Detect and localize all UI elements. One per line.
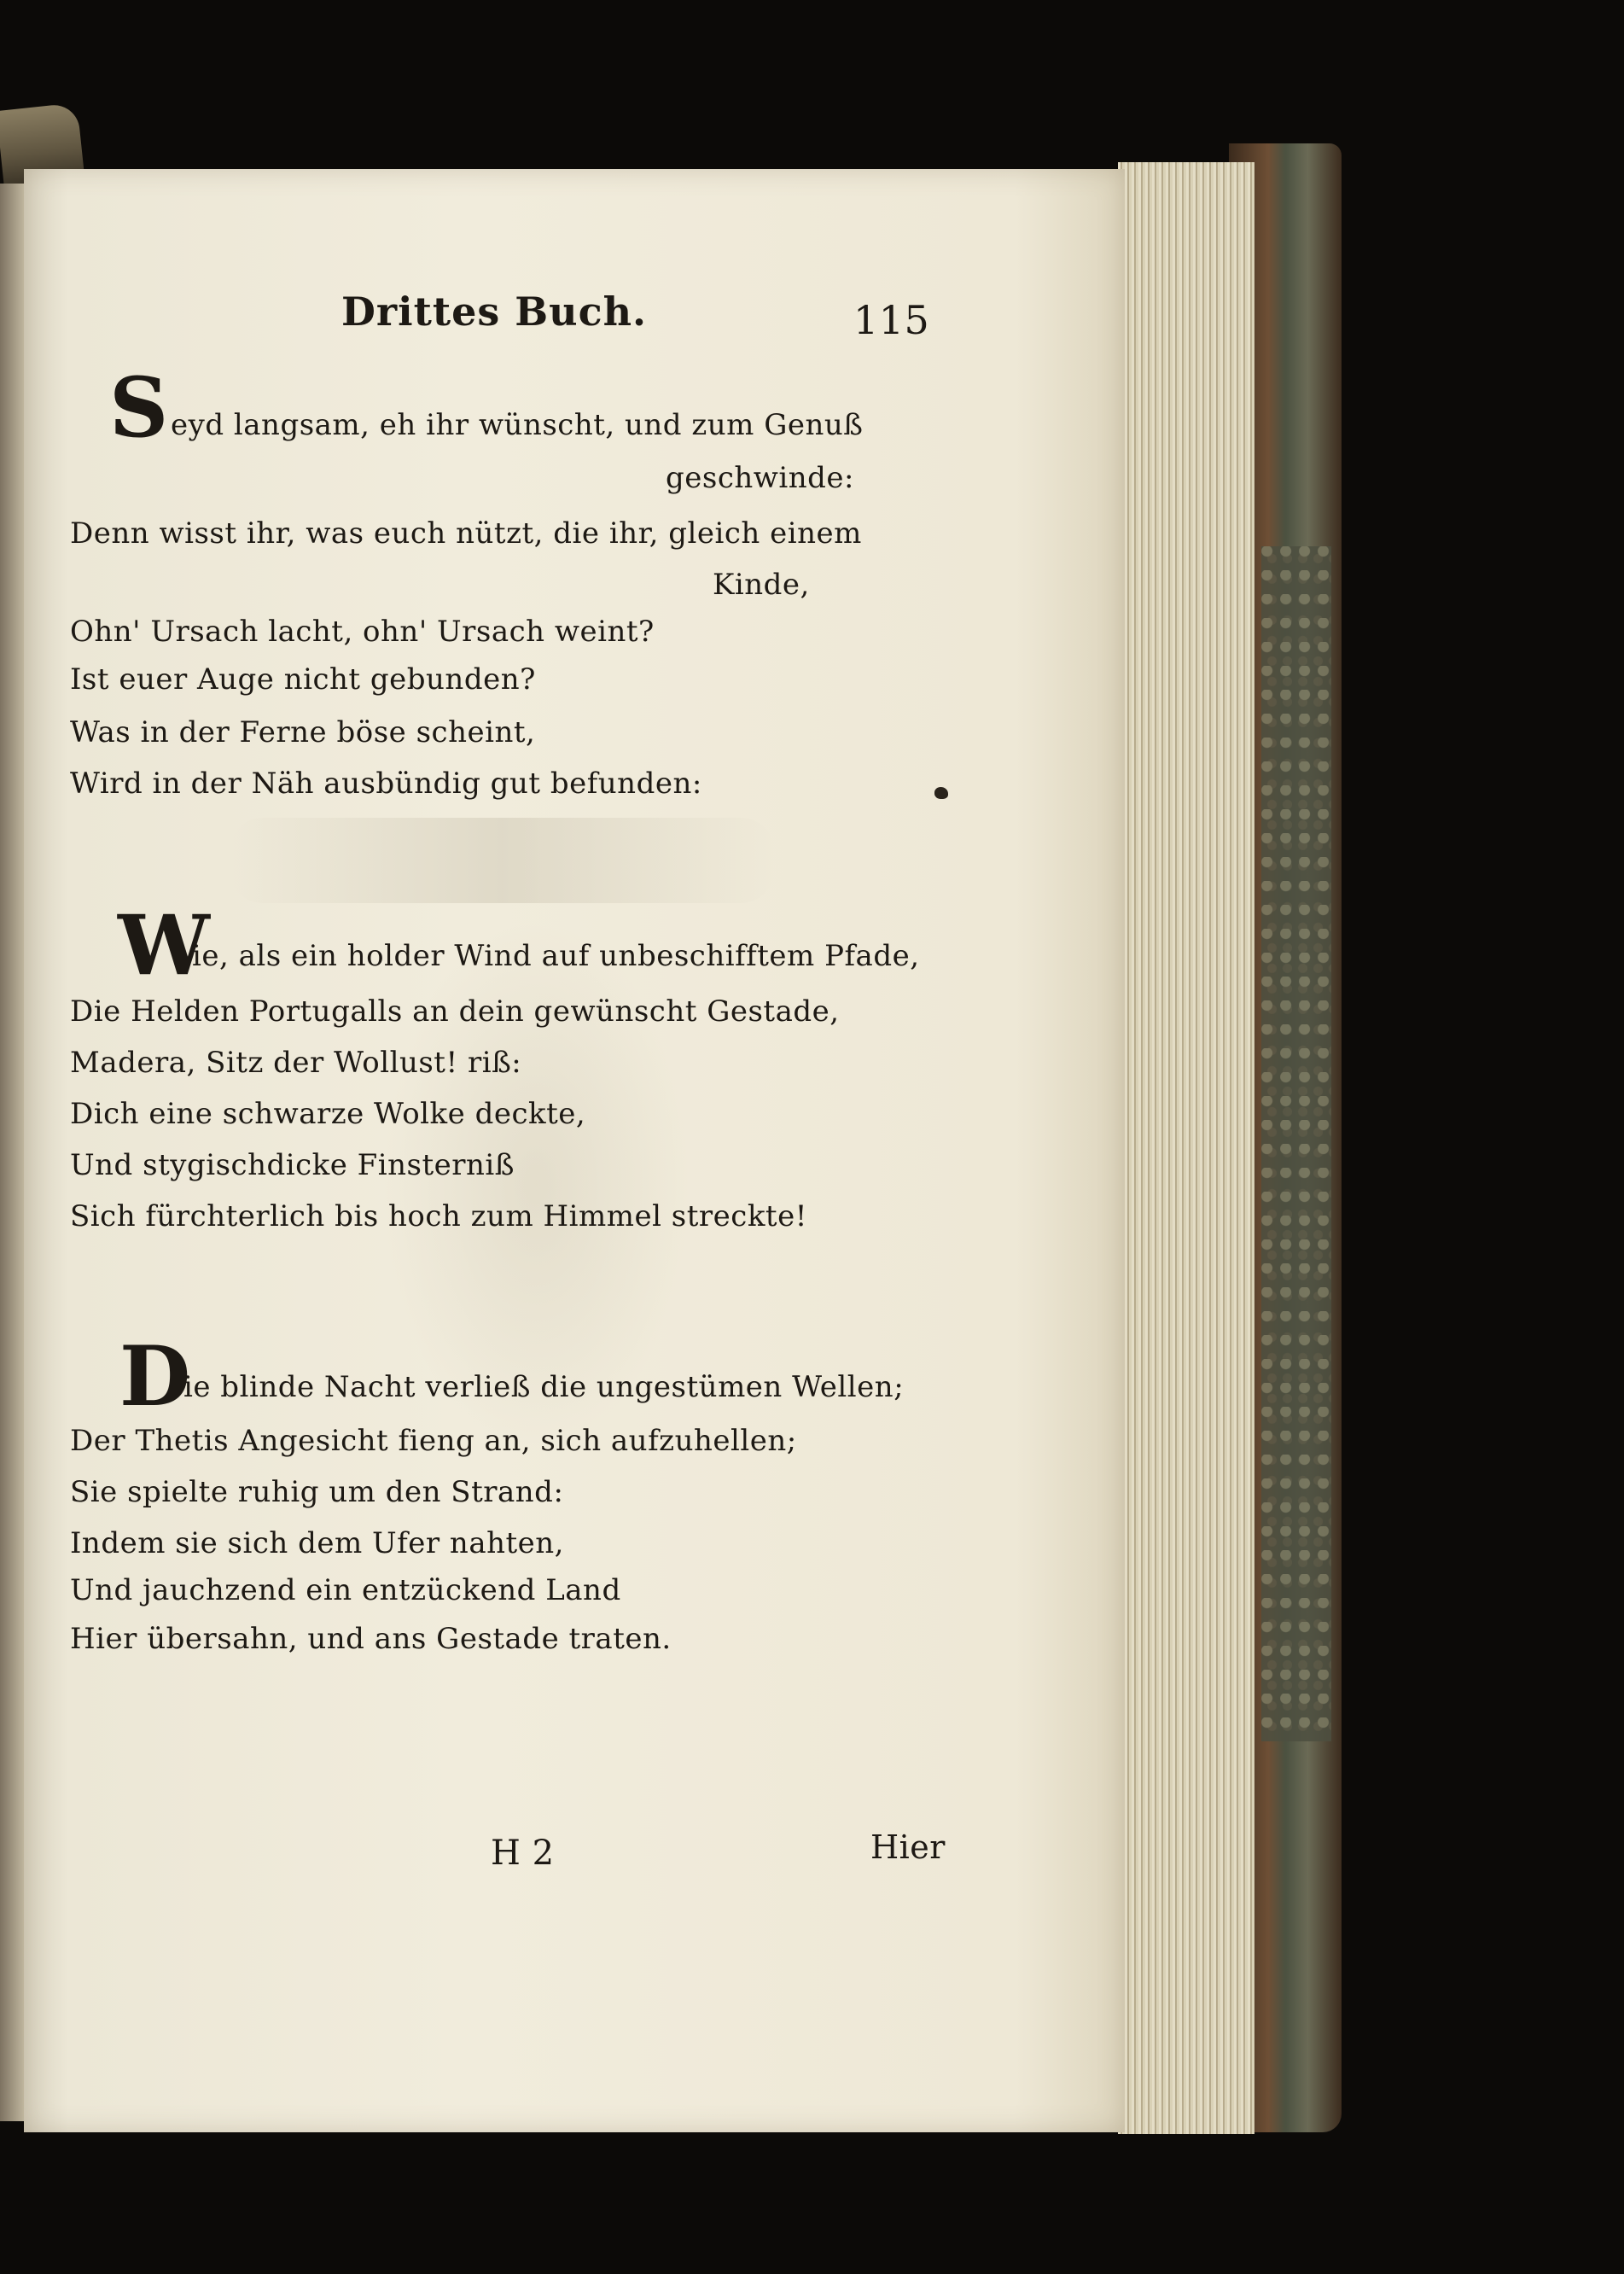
catchword: Hier — [870, 1828, 946, 1866]
marbled-cover — [1261, 546, 1331, 1741]
stanza1-line-2: geschwinde: — [666, 461, 854, 495]
stanza2-line-4: Dich eine schwarze Wolke deckte, — [70, 1097, 586, 1131]
stanza1-line-1: eyd langsam, eh ihr wünscht, und zum Genuß — [171, 408, 864, 442]
running-head-title: Drittes Buch. — [341, 289, 648, 335]
page-edges — [1118, 162, 1254, 2134]
stanza2-line-2: Die Helden Portugalls an dein gewünscht Gestade, — [70, 994, 840, 1029]
stanza2-line-6: Sich fürchterlich bis hoch zum Himmel streckte! — [70, 1199, 807, 1233]
ink-blot — [934, 787, 948, 799]
stanza1-line-7: Was in der Ferne böse scheint, — [70, 715, 536, 749]
stanza1-line-5: Ohn' Ursach lacht, ohn' Ursach weint? — [70, 615, 655, 649]
stanza1-line-8: Wird in der Näh ausbündig gut befunden: — [70, 767, 702, 801]
drop-cap-d: D — [119, 1328, 191, 1425]
stanza2-line-1: ie, als ein holder Wind auf unbeschifftem Pfade, — [192, 939, 920, 973]
stanza1-line-6: Ist euer Auge nicht gebunden? — [70, 662, 536, 697]
page-number: 115 — [853, 297, 930, 343]
stanza3-line-2: Der Thetis Angesicht fieng an, sich aufzuhellen; — [70, 1424, 797, 1458]
stanza3-line-3: Sie spielte ruhig um den Strand: — [70, 1475, 564, 1509]
stanza1-line-4: Kinde, — [713, 568, 810, 602]
stanza2-line-5: Und stygischdicke Finsterniß — [70, 1148, 515, 1182]
stanza3-line-4: Indem sie sich dem Ufer nahten, — [70, 1526, 564, 1560]
stanza3-line-1: ie blinde Nacht verließ die ungestümen Wellen; — [183, 1370, 905, 1404]
stanza2-line-3: Madera, Sitz der Wollust! riß: — [70, 1046, 522, 1080]
drop-cap-w: W — [118, 897, 210, 994]
stanza1-line-3: Denn wisst ihr, was euch nützt, die ihr, gleich einem — [70, 516, 862, 551]
drop-cap-s: S — [109, 359, 169, 456]
stanza3-line-6: Hier übersahn, und ans Gestade traten. — [70, 1622, 672, 1656]
signature-mark: H 2 — [491, 1834, 555, 1873]
stanza3-line-5: Und jauchzend ein entzückend Land — [70, 1573, 621, 1607]
bleed-through-shadow — [229, 818, 775, 903]
